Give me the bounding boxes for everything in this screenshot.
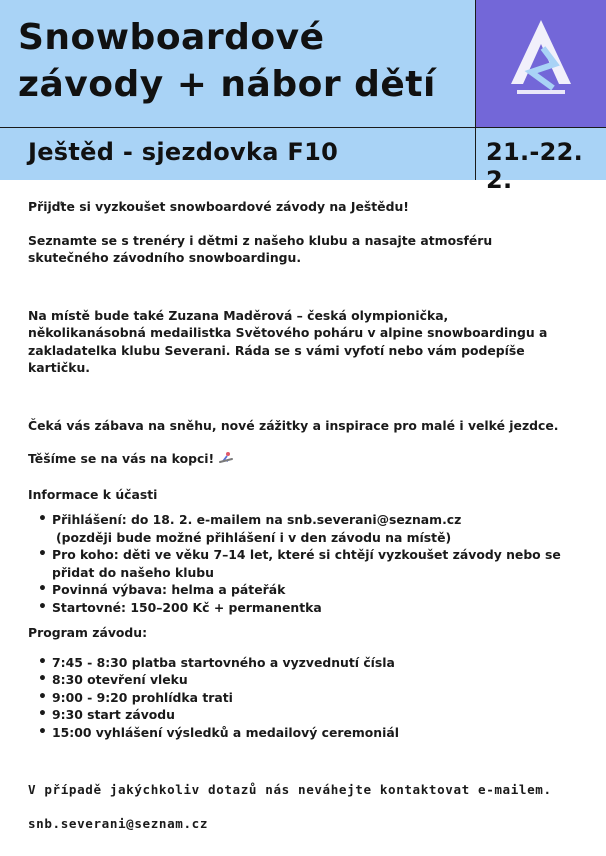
- subtitle-box: [0, 128, 476, 180]
- see-you-paragraph: [28, 450, 588, 468]
- program-list: [28, 654, 588, 742]
- info-item-text: Přihlášení: do 18. 2. e-mailem na snb.severani@seznam.cz: [52, 512, 462, 527]
- fun-paragraph: Čeká vás zábava na sněhu, nové zážitky a inspirace pro malé i velké jezdce.: [28, 417, 559, 433]
- info-heading: Informace k účasti: [28, 486, 158, 502]
- contact-text: V případě jakýchkoliv dotazů nás neváhejte kontaktovat e-mailem.: [28, 782, 552, 797]
- list-item: • 15:00 vyhlášení výsledků a medailový ceremoniál: [52, 724, 588, 742]
- see-you-text: Těšíme se na vás na kopci!: [28, 451, 215, 466]
- main-content: [28, 198, 588, 832]
- list-item: • 9:00 - 9:20 prohlídka trati: [52, 689, 588, 707]
- page-title: Snowboardové závody + nábor dětí: [18, 17, 436, 105]
- list-item: [52, 546, 582, 581]
- intro-paragraph: Přijďte si vyzkoušet snowboardové závody na Ještědu!: [28, 199, 409, 214]
- list-item: • 7:45 - 8:30 platba startovného a vyzvednutí čísla: [52, 654, 588, 672]
- list-item: [52, 599, 588, 617]
- contact-email-link[interactable]: snb.severani@seznam.cz: [28, 815, 209, 831]
- logo-box: [476, 0, 606, 128]
- list-item: • 8:30 otevření vleku: [52, 671, 588, 689]
- date-box: [476, 128, 606, 194]
- maderova-paragraph: Na místě bude také Zuzana Maděrová – česká olympionička, několikanásobná medailistka Světového poháru v alpine snowboardingu a zakladatelka klubu Severani. Ráda se s vámi vyfotí nebo vám podepíše kartičku.: [28, 307, 548, 375]
- info-item-text: Pro koho: děti ve věku 7–14 let, které si chtějí vyzkoušet závody nebo se přidat do našeho klubu: [52, 547, 561, 580]
- event-date: 21.-22. 2.: [486, 138, 584, 194]
- list-item: [52, 581, 588, 599]
- location-subtitle: Ještěd - sjezdovka F10: [28, 138, 339, 166]
- list-item: • 9:30 start závodu: [52, 706, 588, 724]
- info-item-note: (později bude možné přihlášení i v den závodu na místě): [56, 529, 452, 545]
- program-heading: Program závodu:: [28, 625, 148, 640]
- meet-paragraph: Seznamte se s trenéry i dětmi z našeho klubu a nasajte atmosféru skutečného závodního snowboardingu.: [28, 232, 493, 265]
- snowboard-logo-icon: [509, 18, 573, 102]
- snowboarder-emoji-icon: [219, 451, 233, 465]
- info-item-text: Startovné: 150–200 Kč + permanentka: [52, 599, 322, 615]
- info-item-text: Povinná výbava: helma a páteřák: [52, 582, 286, 597]
- header: [0, 0, 606, 194]
- info-list: [28, 511, 588, 616]
- list-item: [52, 511, 588, 546]
- title-box: [0, 0, 476, 128]
